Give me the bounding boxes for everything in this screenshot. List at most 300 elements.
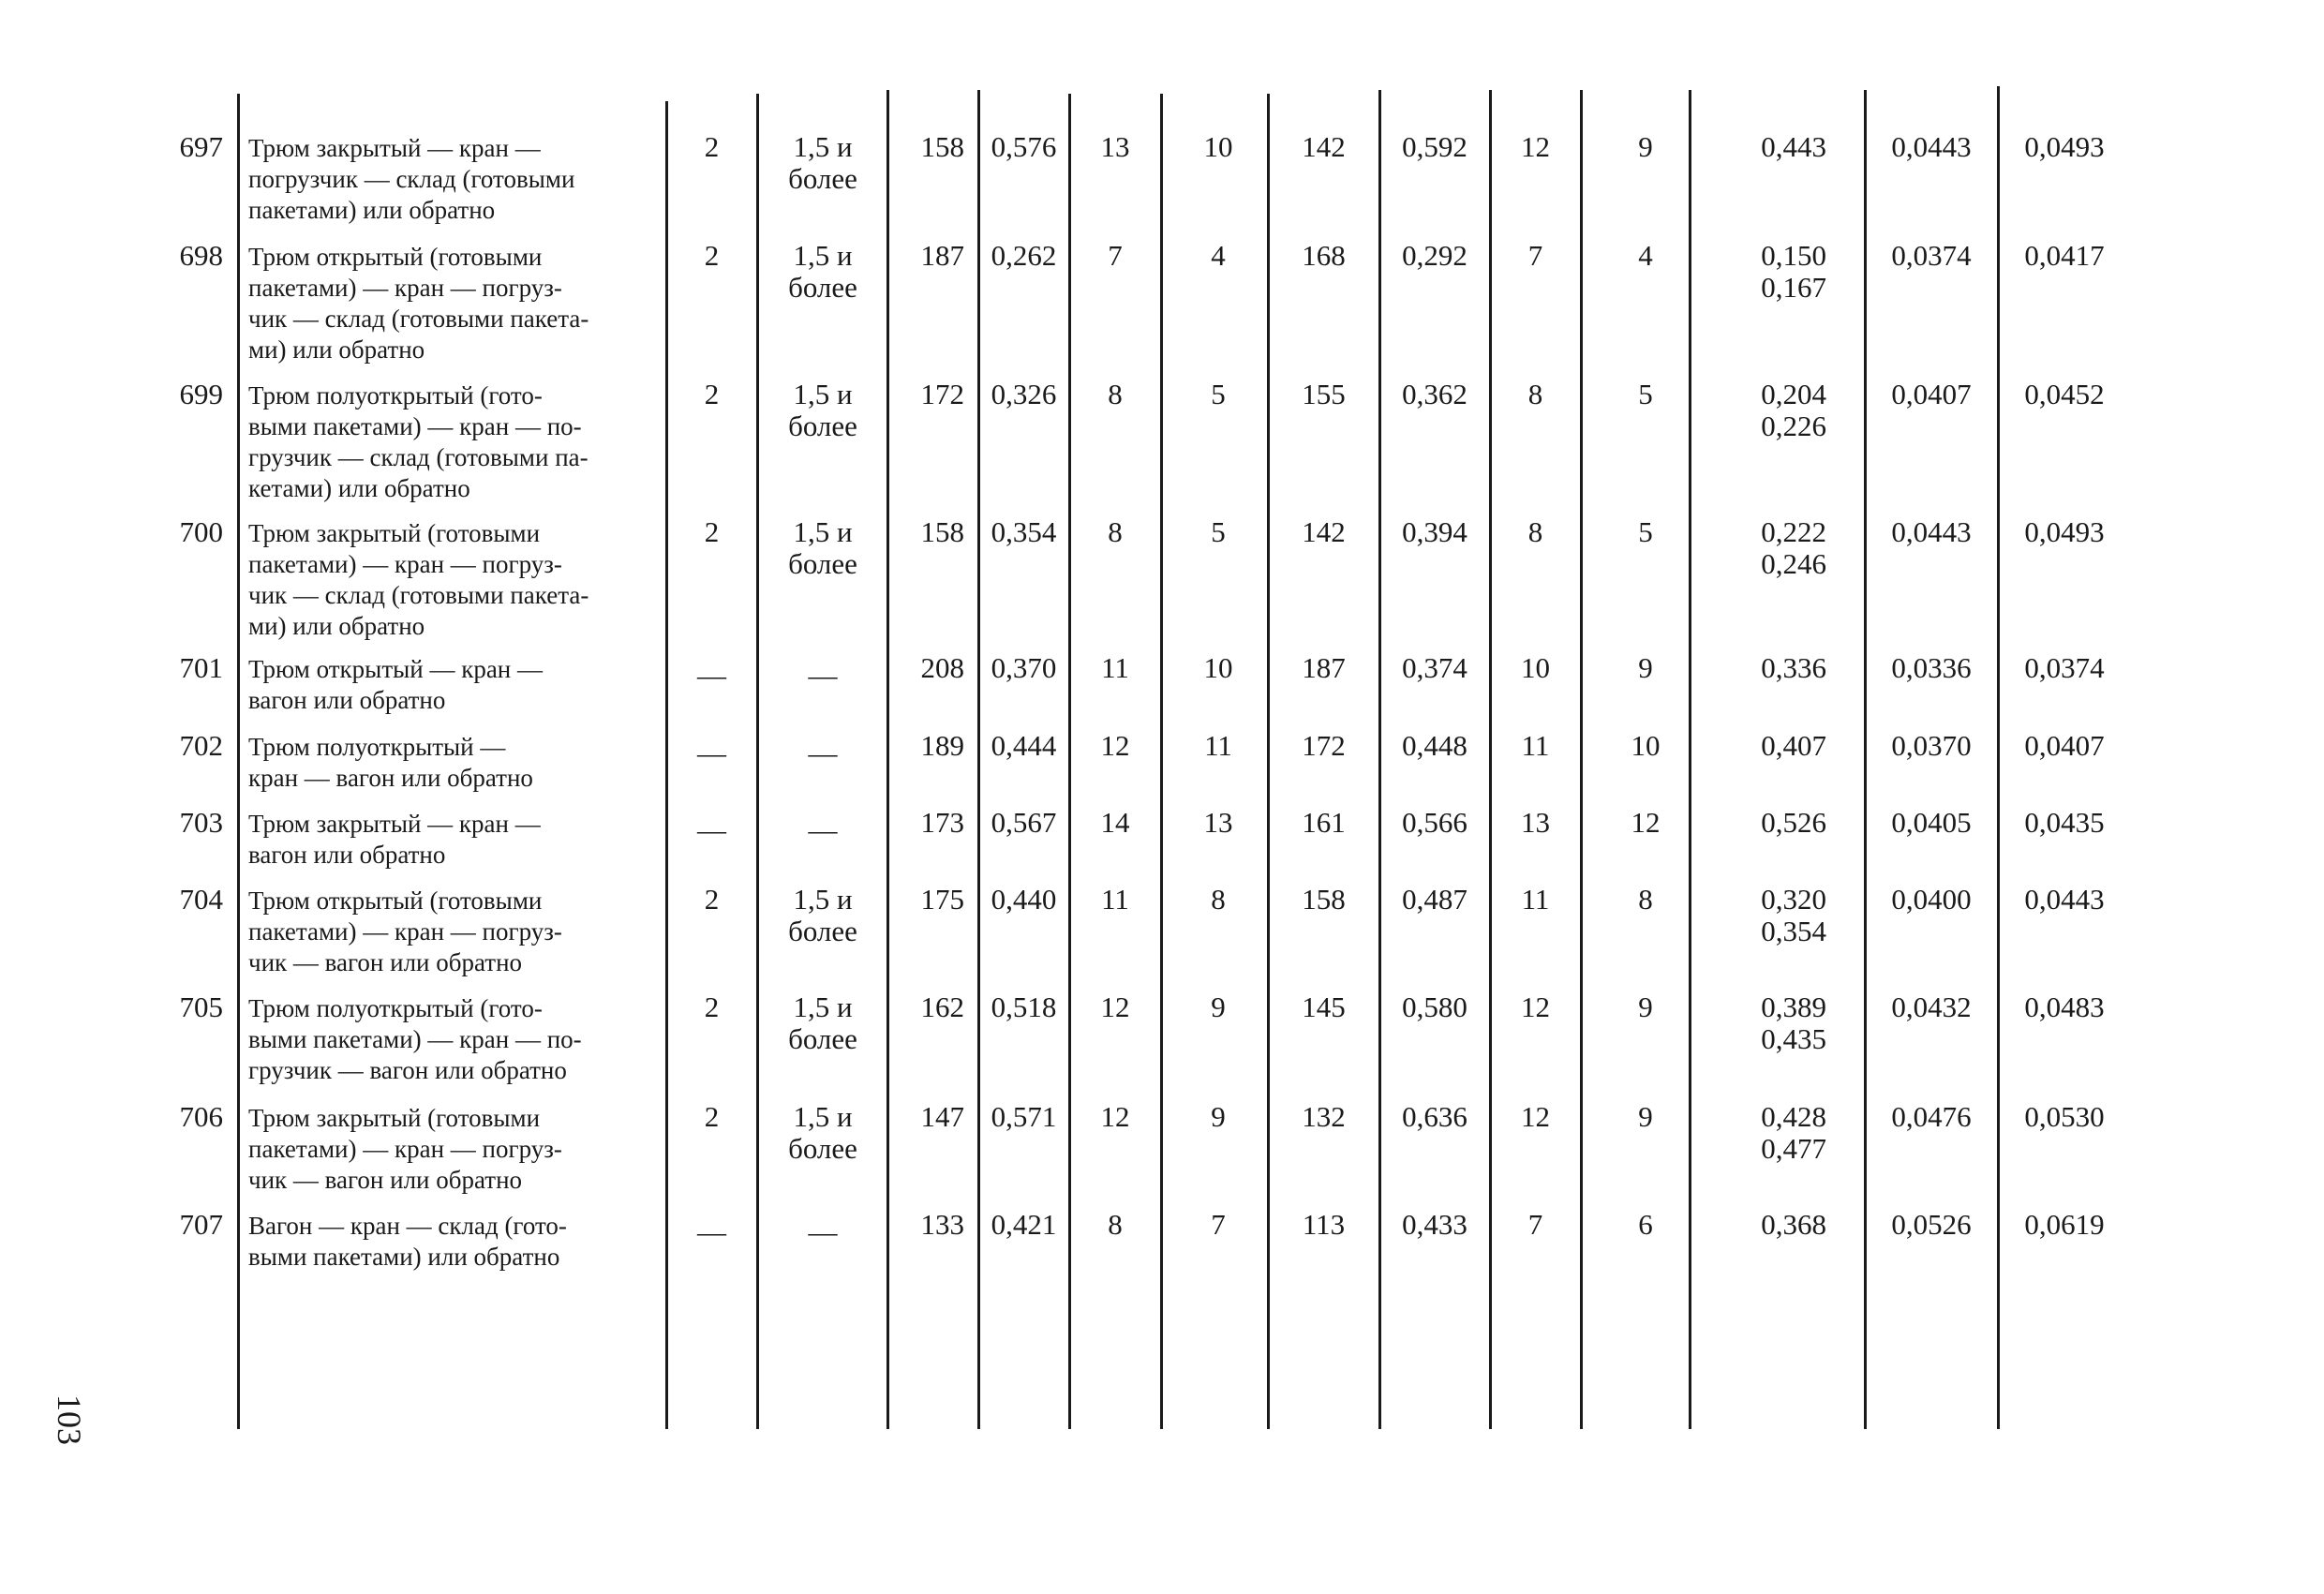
cell-c5	[1070, 131, 1160, 163]
cell-line: 0,443	[1761, 130, 1826, 163]
cell-c1	[667, 1101, 756, 1133]
cell-c11	[1691, 516, 1826, 580]
cell-line: —	[808, 659, 838, 692]
cell-c3	[886, 379, 964, 410]
row-description	[248, 380, 661, 504]
cell-c6	[1173, 730, 1263, 762]
cell-c3	[886, 807, 964, 839]
cell-line: 0,487	[1402, 883, 1467, 916]
cell-c8	[1380, 379, 1489, 410]
cell-line: 0,477	[1761, 1132, 1826, 1165]
cell-line: 1,5 и	[793, 991, 853, 1023]
row-description	[248, 654, 661, 716]
cell-line: 158	[920, 130, 964, 163]
cell-c10	[1601, 379, 1691, 410]
cell-line: 172	[1302, 729, 1346, 762]
cell-line: 0,336	[1761, 651, 1826, 684]
description-line: чик — склад (готовыми пакета-	[248, 305, 589, 333]
cell-c8	[1380, 131, 1489, 163]
cell-line: 0,0405	[1891, 806, 1972, 839]
cell-c1	[667, 516, 756, 548]
cell-c2	[759, 516, 886, 580]
cell-line: 1,5 и	[793, 239, 853, 272]
cell-c13	[1999, 730, 2130, 762]
cell-line: 10	[1631, 729, 1661, 762]
cell-line: 0,0370	[1891, 729, 1972, 762]
cell-c10	[1601, 730, 1691, 762]
cell-c3	[886, 884, 964, 916]
cell-line: 0,389	[1761, 991, 1826, 1023]
cell-c5	[1070, 1209, 1160, 1241]
cell-line: 147	[920, 1100, 964, 1133]
row-number: 707	[179, 1208, 223, 1241]
cell-line: 0,567	[991, 806, 1057, 839]
cell-line: 9	[1638, 991, 1653, 1023]
cell-c10	[1601, 1209, 1691, 1241]
cell-line: 158	[920, 515, 964, 548]
row-description	[248, 886, 661, 978]
cell-c2	[759, 737, 886, 769]
cell-line: 12	[1100, 729, 1130, 762]
cell-line: 132	[1302, 1100, 1346, 1133]
cell-c6	[1173, 1209, 1263, 1241]
cell-c9	[1491, 516, 1580, 548]
cell-c11	[1691, 652, 1826, 684]
row-description	[248, 1103, 661, 1196]
description-line: чик — вагон или обратно	[248, 948, 523, 976]
cell-line: 0,576	[991, 130, 1057, 163]
cell-c2	[759, 131, 886, 195]
cell-line: 0,428	[1761, 1100, 1826, 1133]
cell-c13	[1999, 1209, 2130, 1241]
row-number: 702	[179, 729, 223, 762]
cell-line: 0,0443	[1891, 130, 1972, 163]
cell-line: 189	[920, 729, 964, 762]
cell-c3	[886, 652, 964, 684]
row-description	[248, 732, 661, 794]
cell-c6	[1173, 131, 1263, 163]
cell-line: 0,0336	[1891, 651, 1972, 684]
cell-c1	[667, 660, 756, 692]
row-number: 706	[179, 1100, 223, 1133]
cell-line: 12	[1521, 991, 1550, 1023]
cell-c6	[1173, 807, 1263, 839]
cell-line: 0,0493	[2024, 515, 2105, 548]
cell-c10	[1601, 991, 1691, 1023]
row-number: 698	[179, 239, 223, 272]
row-description	[248, 809, 661, 871]
cell-c7	[1269, 652, 1378, 684]
cell-c9	[1491, 131, 1580, 163]
cell-c3	[886, 1101, 964, 1133]
cell-line: 5	[1638, 515, 1653, 548]
description-line: кран — вагон или обратно	[248, 764, 533, 792]
cell-line: 187	[920, 239, 964, 272]
cell-line: 0,226	[1761, 410, 1826, 442]
cell-c10	[1601, 131, 1691, 163]
cell-line: 7	[1211, 1208, 1226, 1241]
cell-line: 8	[1527, 378, 1543, 410]
cell-line: более	[788, 410, 857, 442]
cell-line: 9	[1211, 1100, 1226, 1133]
cell-c7	[1269, 131, 1378, 163]
cell-c6	[1173, 1101, 1263, 1133]
cell-c8	[1380, 884, 1489, 916]
cell-line: 0,592	[1402, 130, 1467, 163]
cell-line: 0,421	[991, 1208, 1057, 1241]
cell-c8	[1380, 1101, 1489, 1133]
cell-line: 2	[704, 378, 720, 410]
cell-c5	[1070, 884, 1160, 916]
cell-line: более	[788, 1132, 857, 1165]
cell-c5	[1070, 807, 1160, 839]
cell-c12	[1866, 240, 1997, 272]
page-number: 103	[51, 1394, 88, 1445]
description-line: чик — склад (готовыми пакета-	[248, 581, 589, 609]
cell-line: 142	[1302, 130, 1346, 163]
cell-line: 0,0443	[2024, 883, 2105, 916]
cell-line: 173	[920, 806, 964, 839]
cell-c3	[886, 1209, 964, 1241]
cell-line: 0,0407	[2024, 729, 2105, 762]
cell-line: 5	[1211, 378, 1226, 410]
cell-c8	[1380, 516, 1489, 548]
column-rule	[237, 94, 240, 1429]
cell-c5	[1070, 652, 1160, 684]
cell-line: 168	[1302, 239, 1346, 272]
cell-c5	[1070, 379, 1160, 410]
cell-line: 0,222	[1761, 515, 1826, 548]
description-line: кетами) или обратно	[248, 474, 470, 502]
cell-line: 1,5 и	[793, 1100, 853, 1133]
cell-line: 0,0374	[1891, 239, 1972, 272]
cell-line: 0,440	[991, 883, 1057, 916]
cell-c1	[667, 814, 756, 846]
cell-c4	[979, 652, 1068, 684]
cell-line: 7	[1527, 1208, 1543, 1241]
cell-line: 0,0526	[1891, 1208, 1972, 1241]
cell-c5	[1070, 240, 1160, 272]
cell-line: 0,0407	[1891, 378, 1972, 410]
cell-c13	[1999, 991, 2130, 1023]
cell-line: 9	[1638, 130, 1653, 163]
cell-c6	[1173, 240, 1263, 272]
cell-line: 0,571	[991, 1100, 1057, 1133]
cell-c2	[759, 1216, 886, 1248]
cell-c9	[1491, 884, 1580, 916]
cell-c4	[979, 240, 1068, 272]
description-line: Трюм открытый (готовыми	[248, 886, 543, 915]
description-line: погрузчик — склад (готовыми	[248, 165, 575, 193]
cell-c11	[1691, 884, 1826, 947]
cell-c7	[1269, 1101, 1378, 1133]
cell-c10	[1601, 240, 1691, 272]
row-number: 704	[179, 883, 223, 916]
row-description	[248, 1211, 661, 1273]
column-rule	[1160, 94, 1163, 1429]
cell-c8	[1380, 240, 1489, 272]
cell-line: 0,0619	[2024, 1208, 2105, 1241]
cell-c3	[886, 516, 964, 548]
cell-line: 0,394	[1402, 515, 1467, 548]
cell-c9	[1491, 1209, 1580, 1241]
cell-line: 11	[1101, 883, 1129, 916]
cell-line: 0,0530	[2024, 1100, 2105, 1133]
cell-line: —	[697, 1215, 726, 1248]
row-description	[248, 133, 661, 226]
cell-c13	[1999, 807, 2130, 839]
cell-line: 4	[1211, 239, 1226, 272]
cell-line: 5	[1211, 515, 1226, 548]
cell-c12	[1866, 991, 1997, 1023]
cell-c7	[1269, 730, 1378, 762]
cell-line: более	[788, 547, 857, 580]
cell-line: 0,354	[1761, 915, 1826, 947]
description-line: пакетами) — кран — погруз-	[248, 274, 562, 302]
cell-line: 0,0476	[1891, 1100, 1972, 1133]
cell-c1	[667, 737, 756, 769]
cell-c13	[1999, 379, 2130, 410]
row-number: 703	[179, 806, 223, 839]
cell-line: 7	[1108, 239, 1123, 272]
cell-c9	[1491, 991, 1580, 1023]
cell-line: 7	[1527, 239, 1543, 272]
cell-line: 0,262	[991, 239, 1057, 272]
row-number: 705	[179, 991, 223, 1023]
cell-line: 0,433	[1402, 1208, 1467, 1241]
cell-line: 0,518	[991, 991, 1057, 1023]
cell-c7	[1269, 1209, 1378, 1241]
cell-line: 142	[1302, 515, 1346, 548]
cell-c11	[1691, 1101, 1826, 1165]
cell-c12	[1866, 884, 1997, 916]
cell-line: 172	[920, 378, 964, 410]
cell-c8	[1380, 730, 1489, 762]
cell-c6	[1173, 652, 1263, 684]
description-line: Трюм полуоткрытый (гото-	[248, 994, 543, 1022]
cell-line: 158	[1302, 883, 1346, 916]
cell-c9	[1491, 652, 1580, 684]
cell-c13	[1999, 652, 2130, 684]
description-line: Трюм закрытый — кран —	[248, 810, 541, 838]
description-line: выми пакетами) — кран — по-	[248, 1025, 582, 1053]
cell-line: 8	[1211, 883, 1226, 916]
cell-line: 161	[1302, 806, 1346, 839]
cell-line: 0,0374	[2024, 651, 2105, 684]
description-line: грузчик — вагон или обратно	[248, 1056, 567, 1084]
cell-line: 0,566	[1402, 806, 1467, 839]
cell-line: 4	[1638, 239, 1653, 272]
cell-c4	[979, 516, 1068, 548]
cell-line: 145	[1302, 991, 1346, 1023]
cell-line: 2	[704, 239, 720, 272]
cell-line: 2	[704, 1100, 720, 1133]
cell-c11	[1691, 807, 1826, 839]
cell-line: 0,354	[991, 515, 1057, 548]
cell-line: 0,292	[1402, 239, 1467, 272]
row-description	[248, 518, 661, 642]
cell-c8	[1380, 991, 1489, 1023]
cell-c4	[979, 884, 1068, 916]
cell-line: 8	[1108, 1208, 1123, 1241]
cell-c5	[1070, 730, 1160, 762]
cell-c2	[759, 814, 886, 846]
cell-c2	[759, 1101, 886, 1165]
cell-line: 9	[1211, 991, 1226, 1023]
cell-line: —	[808, 1215, 838, 1248]
row-number: 699	[179, 378, 223, 410]
cell-line: 8	[1108, 515, 1123, 548]
cell-line: 0,0493	[2024, 130, 2105, 163]
cell-c1	[667, 884, 756, 916]
cell-line: 0,0443	[1891, 515, 1972, 548]
cell-c2	[759, 660, 886, 692]
description-line: выми пакетами) или обратно	[248, 1243, 560, 1271]
cell-line: —	[697, 737, 726, 769]
cell-c11	[1691, 131, 1826, 163]
cell-c12	[1866, 730, 1997, 762]
cell-c6	[1173, 991, 1263, 1023]
cell-line: 1,5 и	[793, 130, 853, 163]
description-line: Трюм закрытый (готовыми	[248, 1104, 541, 1132]
cell-c11	[1691, 991, 1826, 1055]
cell-c10	[1601, 516, 1691, 548]
cell-c5	[1070, 1101, 1160, 1133]
cell-c6	[1173, 379, 1263, 410]
description-line: Трюм закрытый — кран —	[248, 134, 541, 162]
cell-line: 0,368	[1761, 1208, 1826, 1241]
cell-c13	[1999, 516, 2130, 548]
row-number: 697	[179, 130, 223, 163]
cell-line: 11	[1101, 651, 1129, 684]
cell-line: 14	[1100, 806, 1130, 839]
cell-c9	[1491, 240, 1580, 272]
cell-line: 8	[1527, 515, 1543, 548]
description-line: вагон или обратно	[248, 686, 446, 714]
cell-c1	[667, 131, 756, 163]
cell-c2	[759, 884, 886, 947]
cell-c12	[1866, 516, 1997, 548]
description-line: Трюм закрытый (готовыми	[248, 519, 541, 547]
cell-c4	[979, 131, 1068, 163]
cell-line: —	[697, 659, 726, 692]
cell-line: 1,5 и	[793, 515, 853, 548]
cell-line: 0,362	[1402, 378, 1467, 410]
cell-c9	[1491, 379, 1580, 410]
description-line: вагон или обратно	[248, 841, 446, 869]
cell-c8	[1380, 807, 1489, 839]
cell-c3	[886, 730, 964, 762]
cell-line: 0,0483	[2024, 991, 2105, 1023]
cell-c7	[1269, 991, 1378, 1023]
cell-c10	[1601, 652, 1691, 684]
description-line: Вагон — кран — склад (гото-	[248, 1212, 567, 1240]
cell-line: более	[788, 271, 857, 304]
description-line: Трюм открытый (готовыми	[248, 243, 543, 271]
description-line: пакетами) или обратно	[248, 196, 496, 224]
description-line: пакетами) — кран — погруз-	[248, 550, 562, 578]
cell-line: 0,246	[1761, 547, 1826, 580]
cell-c5	[1070, 516, 1160, 548]
cell-line: 0,204	[1761, 378, 1826, 410]
cell-c1	[667, 1216, 756, 1248]
cell-line: 1,5 и	[793, 883, 853, 916]
cell-line: 8	[1638, 883, 1653, 916]
cell-line: 0,326	[991, 378, 1057, 410]
cell-line: 2	[704, 130, 720, 163]
cell-c4	[979, 379, 1068, 410]
cell-line: —	[697, 813, 726, 846]
cell-line: 0,526	[1761, 806, 1826, 839]
cell-c6	[1173, 516, 1263, 548]
cell-c2	[759, 379, 886, 442]
cell-c10	[1601, 1101, 1691, 1133]
cell-line: 10	[1203, 130, 1233, 163]
description-line: ми) или обратно	[248, 612, 425, 640]
cell-line: более	[788, 162, 857, 195]
cell-line: 175	[920, 883, 964, 916]
description-line: чик — вагон или обратно	[248, 1166, 523, 1194]
cell-c10	[1601, 884, 1691, 916]
cell-line: 12	[1100, 1100, 1130, 1133]
cell-line: 0,444	[991, 729, 1057, 762]
cell-c8	[1380, 652, 1489, 684]
cell-c4	[979, 1101, 1068, 1133]
column-rule	[1580, 90, 1583, 1429]
cell-line: более	[788, 1022, 857, 1055]
cell-line: 10	[1521, 651, 1550, 684]
cell-line: 0,407	[1761, 729, 1826, 762]
cell-line: 0,0432	[1891, 991, 1972, 1023]
cell-line: 0,0400	[1891, 883, 1972, 916]
cell-line: 8	[1108, 378, 1123, 410]
cell-line: 0,580	[1402, 991, 1467, 1023]
cell-c10	[1601, 807, 1691, 839]
cell-c1	[667, 240, 756, 272]
cell-line: 12	[1521, 1100, 1550, 1133]
cell-line: 0,435	[1761, 1022, 1826, 1055]
cell-line: 0,0452	[2024, 378, 2105, 410]
cell-line: 12	[1631, 806, 1661, 839]
cell-line: 2	[704, 883, 720, 916]
cell-line: 5	[1638, 378, 1653, 410]
cell-line: 0,370	[991, 651, 1057, 684]
cell-line: 0,167	[1761, 271, 1826, 304]
cell-c9	[1491, 730, 1580, 762]
cell-c13	[1999, 1101, 2130, 1133]
cell-line: 0,320	[1761, 883, 1826, 916]
cell-line: 13	[1100, 130, 1130, 163]
cell-line: 2	[704, 991, 720, 1023]
cell-c5	[1070, 991, 1160, 1023]
row-number: 700	[179, 515, 223, 548]
cell-c7	[1269, 884, 1378, 916]
row-description	[248, 993, 661, 1086]
cell-line: 0,374	[1402, 651, 1467, 684]
cell-c13	[1999, 131, 2130, 163]
cell-line: 1,5 и	[793, 378, 853, 410]
cell-c11	[1691, 1209, 1826, 1241]
cell-line: 155	[1302, 378, 1346, 410]
cell-c2	[759, 991, 886, 1055]
cell-c4	[979, 991, 1068, 1023]
cell-line: 6	[1638, 1208, 1653, 1241]
cell-line: 162	[920, 991, 964, 1023]
cell-line: —	[808, 737, 838, 769]
cell-c9	[1491, 1101, 1580, 1133]
cell-line: 12	[1100, 991, 1130, 1023]
row-description	[248, 242, 661, 365]
